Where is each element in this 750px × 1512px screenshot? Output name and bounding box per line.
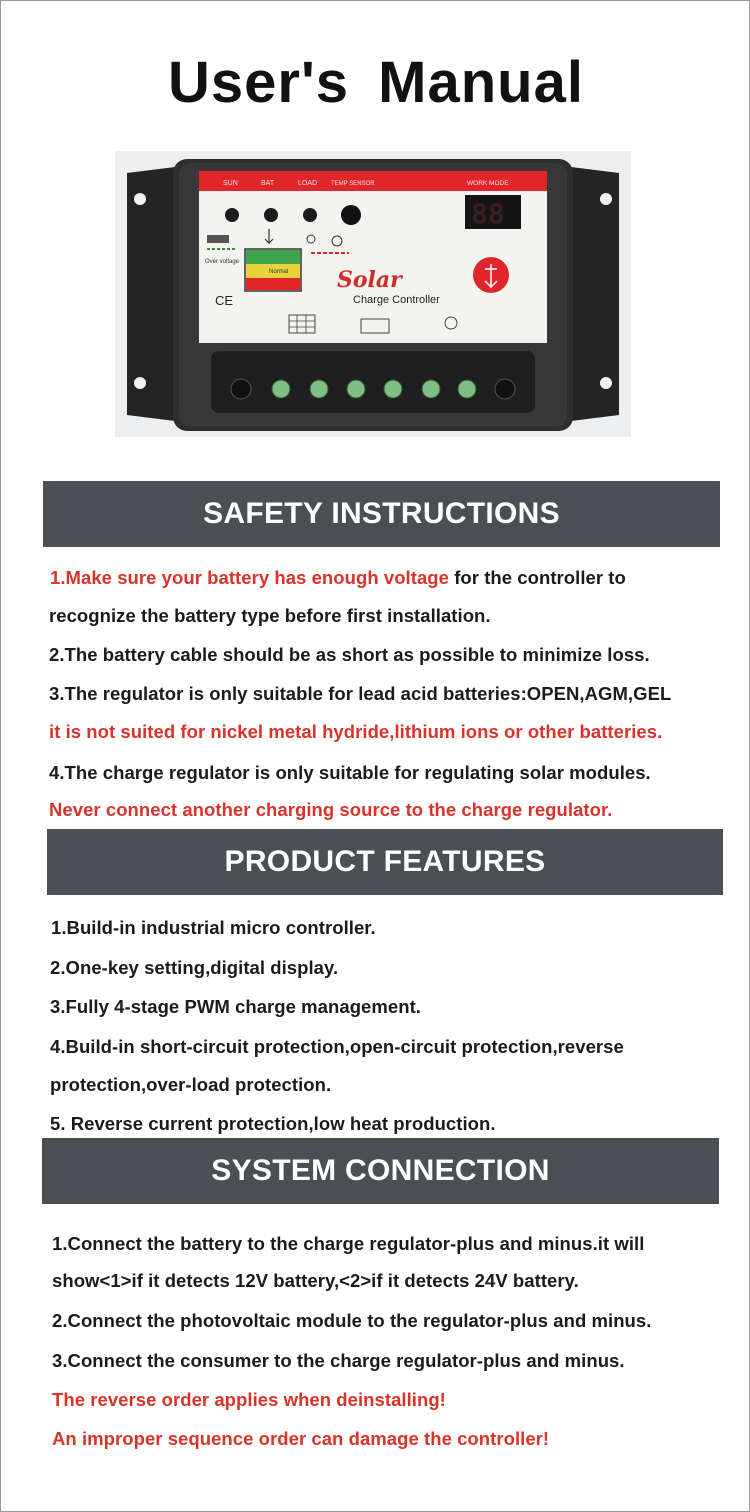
safety-item-2: 2.The battery cable should be as short as possible to minimize loss. [49,644,650,665]
battery-level-green [246,250,300,264]
connection-warning-2: An improper sequence order can damage the controller! [52,1428,550,1449]
feature-item-2: 2.One-key setting,digital display. [50,957,339,978]
label-sun: SUN [223,180,238,187]
safety-item-4: 4.The charge regulator is only suitable for regulating solar modules. [49,762,651,783]
battery-level-red [246,278,300,290]
label-load: LOAD [298,180,318,187]
safety-item-4-warning: Never connect another charging source to the charge regulator. [49,799,613,820]
connection-item-1-cont: show<1>if it detects 12V battery,<2>if it detects 24V battery. [52,1270,579,1291]
safety-item-3: 3.The regulator is only suitable for lead acid batteries:OPEN,AGM,GEL [49,683,672,704]
mount-hole-icon [600,193,612,205]
safety-heading: SAFETY INSTRUCTIONS [43,481,720,547]
temp-sensor-port-icon [341,205,361,225]
terminal-screw-icon [310,380,328,398]
label-bat: BAT [261,180,275,187]
safety-item-1-text: for the controller to [449,567,626,588]
connection-item-3: 3.Connect the consumer to the charge regulator-plus and minus. [52,1350,625,1371]
feature-item-3: 3.Fully 4-stage PWM charge management. [50,996,421,1017]
mount-hole-icon [134,377,146,389]
sun-led-icon [225,208,239,222]
label-work-mode: WORK MODE [467,180,509,187]
features-heading: PRODUCT FEATURES [47,829,723,895]
feature-item-4-cont: protection,over-load protection. [50,1074,332,1095]
safety-item-1-highlight: 1.Make sure your battery has enough voltage [50,567,449,588]
terminal-screw-icon [347,380,365,398]
terminal-screw-icon [231,379,251,399]
safety-item-1-cont: recognize the battery type before first installation. [49,605,491,626]
over-voltage-label: Over voltage [205,259,240,265]
feature-item-5: 5. Reverse current protection,low heat production. [50,1113,496,1134]
feature-item-1: 1.Build-in industrial micro controller. [51,917,376,938]
bat-led-icon [264,208,278,222]
device-subtitle: Charge Controller [353,294,440,306]
terminal-screw-icon [422,380,440,398]
safety-item-1 [50,567,626,589]
brand-logo: Solar [337,267,402,293]
terminal-block [211,351,535,413]
terminal-screw-icon [495,379,515,399]
load-led-icon [303,208,317,222]
safety-item-3-warning: it is not suited for nickel metal hydride,lithium ions or other batteries. [49,721,663,742]
charge-controller-illustration [115,151,631,437]
connection-warning-1: The reverse order applies when deinstalling! [52,1389,446,1410]
label-temp-sensor: TEMP SENSOR [331,181,375,187]
display-digits: 88 [471,197,505,230]
page-title: User's Manual [168,50,584,115]
ce-mark: CE [215,293,234,308]
feature-item-4: 4.Build-in short-circuit protection,open-circuit protection,reverse [50,1036,624,1057]
mount-hole-icon [134,193,146,205]
solar-mini-icon [207,235,229,243]
connection-item-1: 1.Connect the battery to the charge regulator-plus and minus.it will [52,1233,645,1254]
terminal-screw-icon [458,380,476,398]
product-photo [115,151,631,437]
connection-heading: SYSTEM CONNECTION [42,1138,719,1204]
normal-label: Normal [269,269,289,275]
terminal-screw-icon [384,380,402,398]
mount-hole-icon [600,377,612,389]
terminal-screw-icon [272,380,290,398]
connection-item-2: 2.Connect the photovoltaic module to the regulator-plus and minus. [52,1310,652,1331]
